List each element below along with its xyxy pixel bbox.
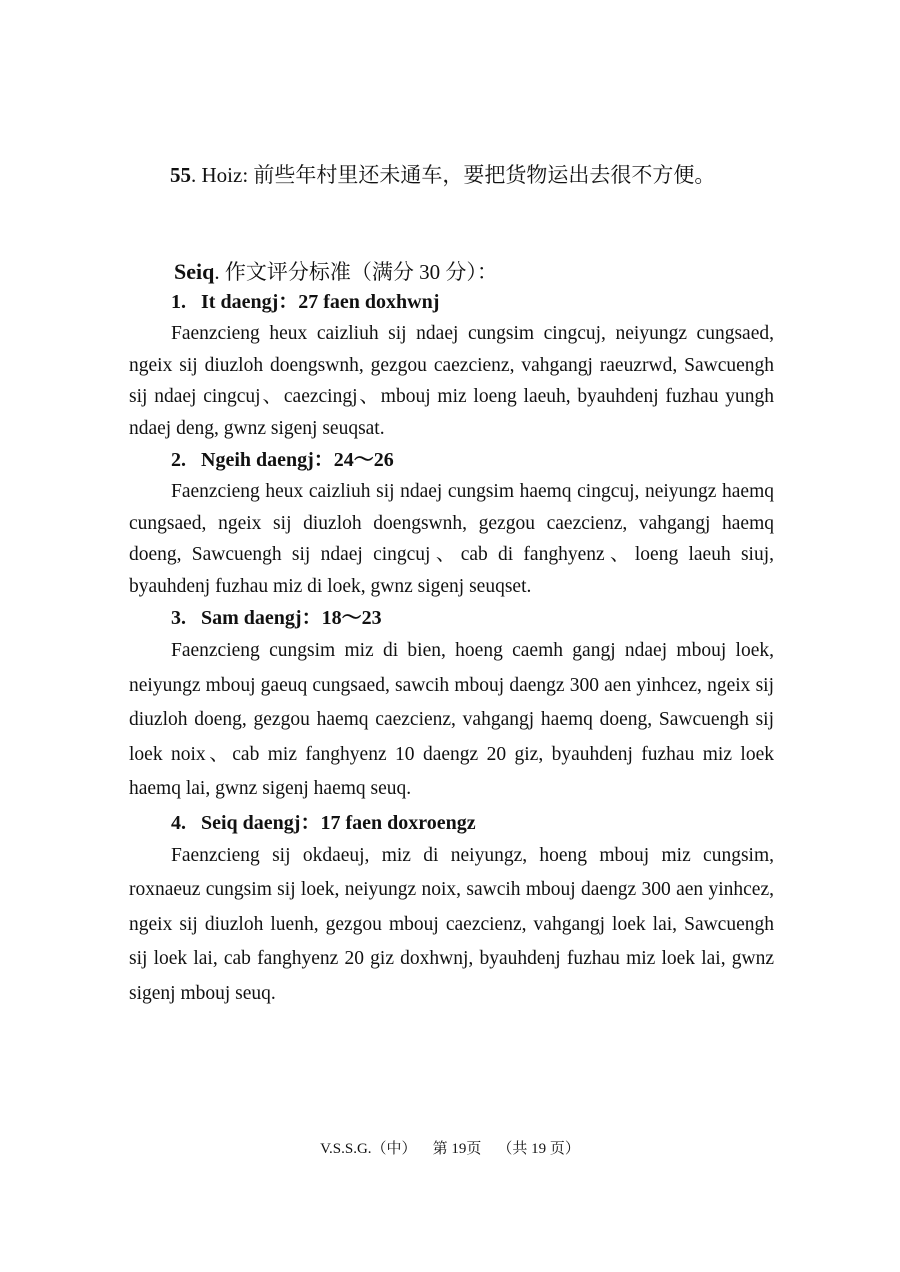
grading-criteria <box>129 286 774 1011</box>
page-number: 第 19页 <box>432 1141 482 1157</box>
grade-description: Faenzcieng heux caizliuh sij ndaej cungsim haemq cingcuj, neiyungz haemq cungsaed, ngeix sij diuzloh doengswnh, gezgou caezcienz, vahgangj haemq doeng, Sawcuengh sij ndaej cingcuj、cab di fanghyenz、loeng laeuh siuj, byauhdenj fuzhau miz di loek, gwnz sigenj seuqset. <box>129 481 774 597</box>
question-number: 55 <box>170 163 191 187</box>
grade-title: It daengj：27 faen doxhwnj <box>201 291 440 313</box>
grade-title: Seiq daengj：17 faen doxroengz <box>201 811 476 834</box>
section-heading <box>174 257 498 287</box>
page-footer <box>0 1138 900 1160</box>
page-total: （共 19 页） <box>497 1141 580 1157</box>
grade-number: 3. <box>171 607 186 629</box>
grade-heading <box>171 444 774 476</box>
grade-description: Faenzcieng cungsim miz di bien, hoeng caemh gangj ndaej mbouj loek, neiyungz mbouj gaeuq cungsaed, sawcih mbouj daengz 300 aen yinhcez, ngeix sij diuzloh doeng, gezgou haemq caezcienz, vahgangj haemq doeng, Sawcuengh sij loek noix、cab miz fanghyenz 10 daengz 20 giz, byauhdenj fuzhau miz loek haemq lai, gwnz sigenj haemq seuq. <box>129 640 774 799</box>
question-text: . Hoiz: 前些年村里还未通车，要把货物运出去很不方便。 <box>191 163 716 187</box>
grade-number: 2. <box>171 449 186 471</box>
section-label: Seiq <box>174 259 215 284</box>
exam-code: V.S.S.G.（中） <box>320 1141 417 1157</box>
grade-title: Sam daengj：18～23 <box>201 607 382 629</box>
grade-description: Faenzcieng sij okdaeuj, miz di neiyungz, hoeng mbouj miz cungsim, roxnaeuz cungsim sij loek, neiyungz noix, sawcih mbouj daengz 300 aen yinhcez, ngeix sij diuzloh luenh, gezgou mbouj caezcienz, vahgangj loek lai, Sawcuengh sij loek lai, cab fanghyenz 20 giz doxhwnj, byauhdenj fuzhau miz loek lai, gwnz sigenj mbouj seuq. <box>129 844 774 1004</box>
grade-heading <box>171 807 774 839</box>
grade-heading <box>171 286 774 318</box>
grade-description: Faenzcieng heux caizliuh sij ndaej cungsim cingcuj, neiyungz cungsaed, ngeix sij diuzloh doengswnh, gezgou caezcienz, vahgangj raeuzrwd, Sawcuengh sij ndaej cingcuj、caezcingj、mbouj miz loeng laeuh, byauhdenj fuzhau yungh ndaej deng, gwnz sigenj seuqsat. <box>129 323 774 439</box>
grade-heading <box>171 602 774 634</box>
question-55 <box>170 160 715 190</box>
grade-number: 4. <box>171 811 186 834</box>
grade-title: Ngeih daengj：24～26 <box>201 449 394 471</box>
section-title: . 作文评分标准（满分 30 分）： <box>214 260 498 284</box>
grade-number: 1. <box>171 291 186 313</box>
